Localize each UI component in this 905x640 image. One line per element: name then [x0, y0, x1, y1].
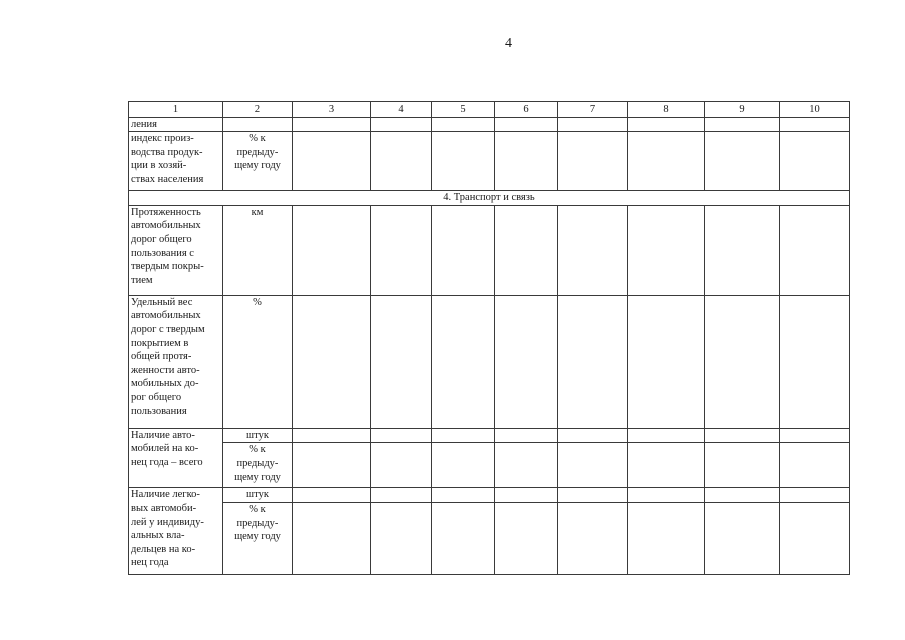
header-col-8: 8 — [628, 102, 705, 118]
row-label-continued: ления — [129, 117, 223, 132]
table-row-cars-private — [129, 488, 850, 503]
header-col-5: 5 — [432, 102, 495, 118]
row-unit-cars-total-count: штук — [223, 428, 293, 443]
table-row-roads-share — [129, 295, 850, 428]
header-col-7: 7 — [558, 102, 628, 118]
page-number: 4 — [505, 36, 512, 51]
row-unit-roads-share: % — [223, 295, 293, 428]
table-row-cars-private-percent — [129, 502, 850, 574]
table-row-production-index — [129, 132, 850, 191]
header-col-10: 10 — [780, 102, 850, 118]
header-col-9: 9 — [705, 102, 780, 118]
row-label-production-index: индекс произ- водства продук- ции в хозяй- ствах населения — [129, 132, 223, 191]
row-unit-production-index: % к предыду- щему году — [223, 132, 293, 191]
table-row-roads-length — [129, 205, 850, 295]
section-row — [129, 191, 850, 206]
table-row-cars-total-percent — [129, 443, 850, 488]
header-row — [129, 102, 850, 118]
row-label-roads-share: Удельный вес автомобильных дорог с твердым покрытием в общей протя- женности авто- мобильных до- рог общего пользования — [129, 295, 223, 428]
table-row-continued — [129, 117, 850, 132]
section-title: 4. Транспорт и связь — [129, 191, 850, 206]
row-label-cars-total: Наличие авто- мобилей на ко- нец года – всего — [129, 428, 223, 488]
row-label-cars-private: Наличие легко- вых автомоби- лей у индивиду- альных вла- дельцев на ко- нец года — [129, 488, 223, 575]
row-unit-cars-private-percent: % к предыду- щему году — [223, 502, 293, 574]
header-col-4: 4 — [371, 102, 432, 118]
row-unit-cars-private-count: штук — [223, 488, 293, 503]
row-label-roads-length: Протяженность автомобильных дорог общего пользования с твердым покры- тием — [129, 205, 223, 295]
header-col-1: 1 — [129, 102, 223, 118]
statistics-table — [128, 101, 850, 575]
row-unit-roads-length: км — [223, 205, 293, 295]
row-unit-cars-total-percent: % к предыду- щему году — [223, 443, 293, 488]
table-row-cars-total — [129, 428, 850, 443]
header-col-3: 3 — [293, 102, 371, 118]
header-col-6: 6 — [495, 102, 558, 118]
header-col-2: 2 — [223, 102, 293, 118]
